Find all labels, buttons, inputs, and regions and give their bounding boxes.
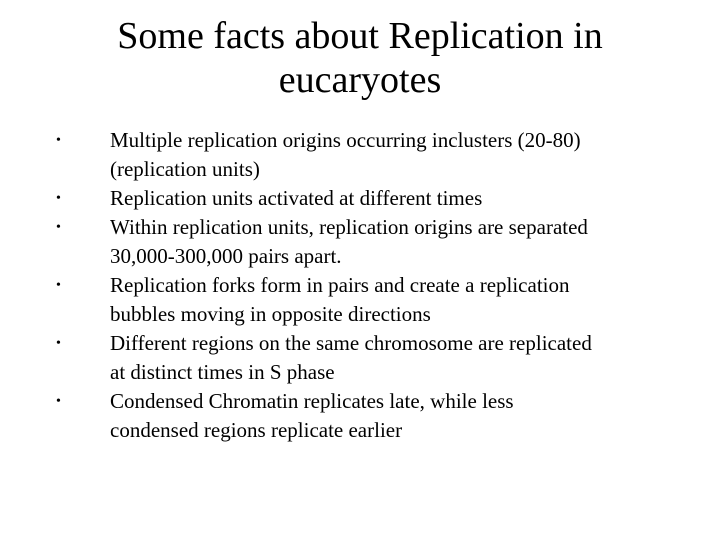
bullet-line: 30,000-300,000 pairs apart. — [110, 244, 342, 268]
slide-title — [60, 14, 660, 102]
bullet-text — [110, 184, 676, 213]
slide-title-line-2: eucaryotes — [278, 59, 442, 101]
bullet-line: condensed regions replicate earlier — [110, 418, 403, 442]
bullet-marker: • — [56, 336, 61, 351]
bullet-marker: • — [56, 394, 61, 409]
bullet-line: bubbles moving in opposite directions — [110, 302, 431, 326]
bullet-line: at distinct times in S phase — [110, 360, 335, 384]
bullet-item-5 — [56, 329, 676, 387]
bullet-text — [110, 126, 676, 184]
bullet-marker: • — [56, 133, 61, 148]
bullet-line: Replication forks form in pairs and create a replication — [110, 273, 570, 297]
slide-title-line-1: Some facts about Replication in — [117, 15, 603, 57]
bullet-item-1 — [56, 126, 676, 184]
bullet-line: (replication units) — [110, 157, 260, 181]
bullet-line: Within replication units, replication origins are separated — [110, 215, 588, 239]
bullet-line: Multiple replication origins occurring inclusters (20-80) — [110, 128, 581, 152]
bullet-marker: • — [56, 191, 61, 206]
bullet-text — [110, 387, 676, 445]
bullet-text — [110, 329, 676, 387]
bullet-line: Different regions on the same chromosome are replicated — [110, 331, 592, 355]
bullet-text — [110, 271, 676, 329]
bullet-list — [56, 126, 676, 445]
bullet-item-3 — [56, 213, 676, 271]
bullet-item-6 — [56, 387, 676, 445]
bullet-text — [110, 213, 676, 271]
bullet-line: Condensed Chromatin replicates late, while less — [110, 389, 514, 413]
bullet-item-4 — [56, 271, 676, 329]
bullet-marker: • — [56, 278, 61, 293]
bullet-item-2 — [56, 184, 676, 213]
bullet-marker: • — [56, 220, 61, 235]
bullet-line: Replication units activated at different times — [110, 186, 483, 210]
